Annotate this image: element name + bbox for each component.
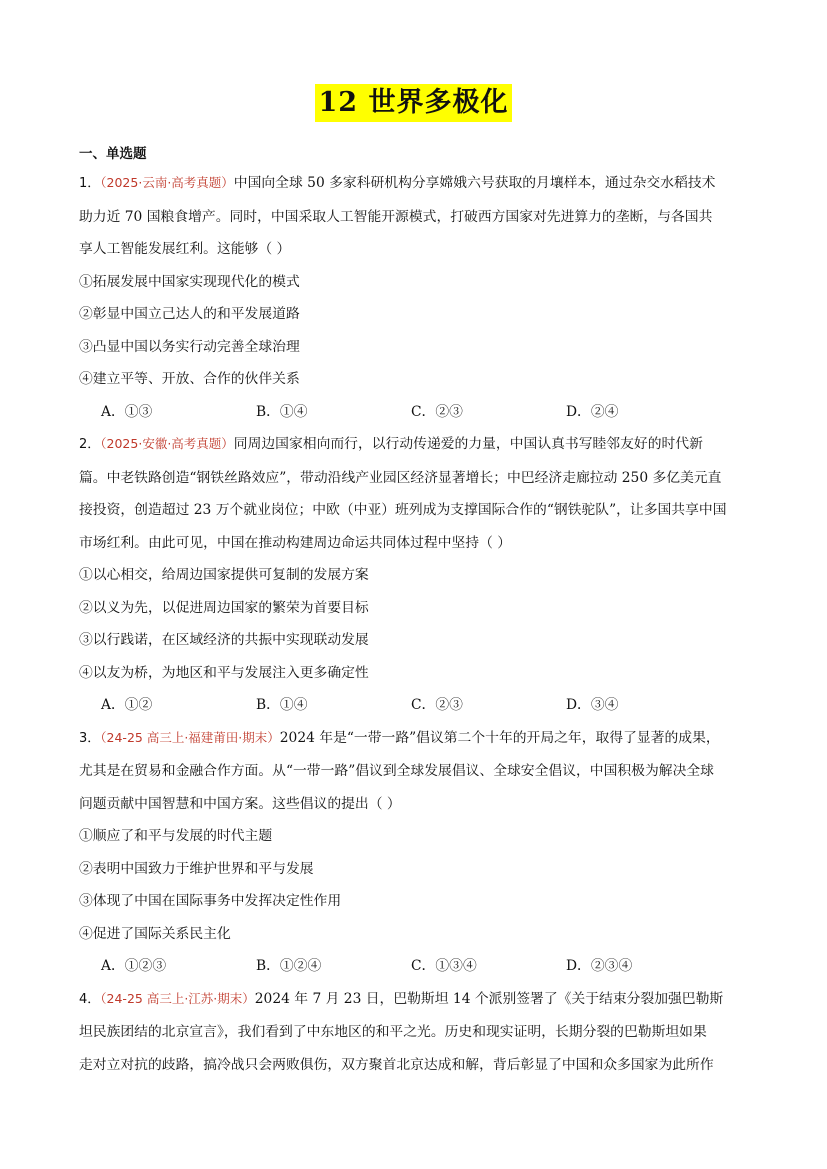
statement-option: ④促进了国际关系民主化 — [79, 925, 231, 942]
answer-choice[interactable]: B．①④ — [256, 403, 308, 420]
question-text: 2024 年 7 月 23 日，巴勒斯坦 14 个派别签署了《关于结束分裂加强巴勒斯 — [254, 990, 724, 1007]
answer-choice[interactable]: D．③④ — [566, 697, 619, 713]
question-text: 走对立对抗的歧路，搞冷战只会两败俱伤，双方聚首北京达成和解，背后彰显了中国和众多国家为此所作 — [79, 1056, 714, 1073]
statement-option: ①顺应了和平与发展的时代主题 — [79, 828, 273, 844]
title-wrap — [0, 84, 827, 122]
question-text: 坦民族团结的北京宣言》，我们看到了中东地区的和平之光。历史和现实证明，长期分裂的巴勒斯坦如果 — [79, 1024, 707, 1040]
question-text-line — [79, 1016, 759, 1049]
question-number: 4． — [79, 991, 101, 1007]
question-text: 市场红利。由此可见，中国在推动构建周边命运共同体过程中坚持（ ） — [79, 534, 512, 551]
statement-option: ①拓展发展中国家实现现代化的模式 — [79, 273, 300, 290]
statement-option: ③以行践诺，在区域经济的共振中实现联动发展 — [79, 632, 369, 648]
statement-option: ②以义为先，以促进周边国家的繁荣为首要目标 — [79, 599, 369, 616]
question-text: 同周边国家相向而行，以行动传递爱的力量，中国认真书写睦邻友好的时代新 — [233, 436, 703, 452]
statement-option: ③凸显中国以务实行动完善全球治理 — [79, 338, 300, 355]
answer-choice[interactable]: A．①③ — [101, 403, 153, 420]
answer-choice[interactable]: A．①②③ — [101, 958, 167, 974]
question-text-line — [79, 462, 759, 495]
question-text-line — [79, 788, 759, 821]
answer-choice[interactable]: B．①④ — [256, 697, 308, 713]
question-number: 1． — [79, 176, 101, 191]
question-text-line — [79, 428, 759, 462]
question-text-line — [79, 233, 759, 266]
question-text-line — [79, 167, 759, 201]
question-text: 问题贡献中国智慧和中国方案。这些倡议的提出（ ） — [79, 795, 401, 812]
statement-option: ③体现了中国在国际事务中发挥决定性作用 — [79, 893, 342, 909]
answer-choices — [79, 396, 759, 429]
content — [79, 143, 759, 1081]
statement-option: ②彰显中国立己达人的和平发展道路 — [79, 306, 300, 322]
question-number: 3． — [79, 730, 101, 746]
question-text: 中国向全球 50 多家科研机构分享嫦娥六号获取的月壤样本，通过杂交水稻技术 — [233, 175, 716, 191]
question-text: 尤其是在贸易和金融合作方面。从“一带一路”倡议到全球发展倡议、全球安全倡议，中国积极为解决全球 — [79, 763, 714, 779]
question-source: （2025·安徽·高考真题） — [100, 436, 234, 451]
question-text: 篇。中老铁路创造“钢铁丝路效应”，带动沿线产业园区经济显著增长；中巴经济走廊拉动 250 多亿美元直 — [79, 469, 722, 486]
answer-choice[interactable]: C．②③ — [411, 403, 463, 420]
statement-option: ④以友为桥，为地区和平与发展注入更多确定性 — [79, 664, 369, 681]
statement-option: ②表明中国致力于维护世界和平与发展 — [79, 860, 314, 877]
question-text: 接投资，创造超过 23 万个就业岗位；中欧（中亚）班列成为支撑国际合作的“钢铁驼队”，让多国共享中国 — [79, 502, 727, 518]
question-4 — [79, 983, 759, 1082]
question-text-line — [79, 201, 759, 234]
answer-choice[interactable]: C．①③④ — [411, 958, 477, 974]
page-title: 12 世界多极化 — [315, 84, 513, 122]
question-text-line — [79, 527, 759, 560]
question-source: （24-25 高三上·江苏·期末） — [100, 990, 255, 1006]
question-text: 享人工智能发展红利。这能够（ ） — [79, 241, 291, 257]
question-text-line — [79, 983, 759, 1017]
section-heading: 一、单选题 — [79, 146, 147, 162]
answer-choice[interactable]: D．②④ — [566, 403, 619, 420]
question-text-line — [79, 494, 759, 527]
question-text: 2024 年是“一带一路”倡议第二个十年的开局之年，取得了显著的成果， — [279, 729, 720, 746]
question-source: （24-25 高三上·福建莆田·期末） — [100, 729, 280, 745]
answer-choice[interactable]: B．①②④ — [256, 958, 322, 974]
answer-choice[interactable]: D．②③④ — [566, 958, 633, 974]
question-number: 2． — [79, 437, 101, 452]
answer-choice[interactable]: A．①② — [101, 697, 153, 713]
answer-choice[interactable]: C．②③ — [411, 697, 463, 713]
question-2 — [79, 428, 759, 722]
answer-choices — [79, 689, 759, 722]
statement-option: ①以心相交，给周边国家提供可复制的发展方案 — [79, 567, 369, 583]
question-1 — [79, 167, 759, 428]
statement-option: ④建立平等、开放、合作的伙伴关系 — [79, 371, 300, 387]
question-text: 助力近 70 国粮食增产。同时，中国采取人工智能开源模式，打破西方国家对先进算力的垄断，与各国共 — [79, 208, 713, 225]
question-text-line — [79, 722, 759, 756]
question-text-line — [79, 755, 759, 788]
question-list — [79, 167, 759, 1081]
question-source: （2025·云南·高考真题） — [100, 175, 234, 190]
answer-choices — [79, 950, 759, 983]
question-text-line — [79, 1049, 759, 1082]
question-3 — [79, 722, 759, 983]
